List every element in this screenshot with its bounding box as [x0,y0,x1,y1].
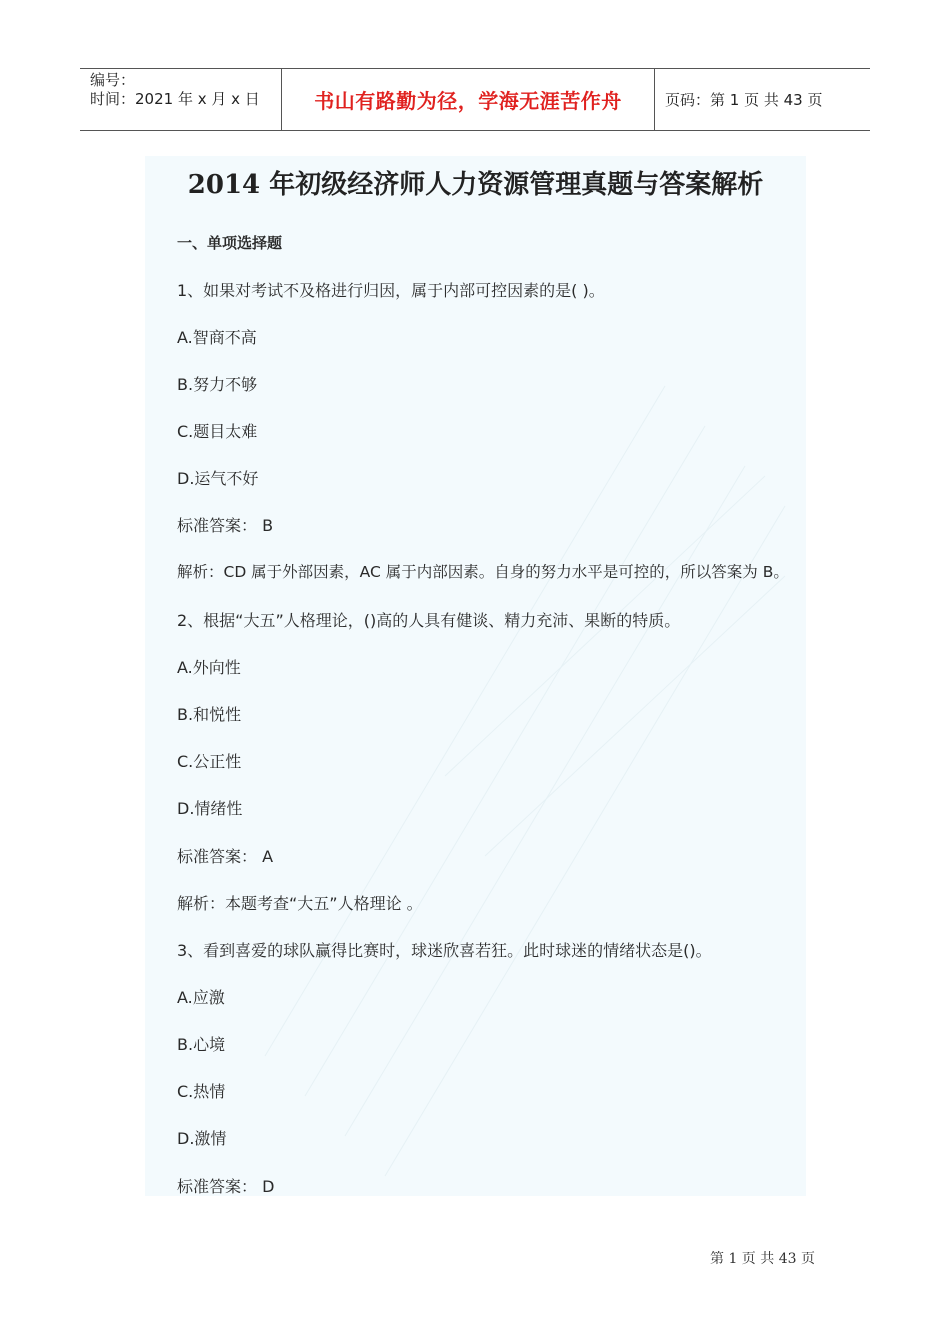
question-3-option-c: C.热情 [177,1082,226,1101]
question-1-option-c: C.题目太难 [177,422,258,441]
question-2-option-a: A.外向性 [177,658,241,677]
header-motto-cell [282,69,655,130]
document-header [80,68,870,131]
question-1-option-d: D.运气不好 [177,469,259,488]
question-1-stem: 1、如果对考试不及格进行归因，属于内部可控因素的是( )。 [177,281,605,300]
header-meta [80,69,282,130]
header-page-number: 页码：第 1 页 共 43 页 [665,91,823,109]
question-1-option-b: B.努力不够 [177,375,258,394]
question-2-option-b: B.和悦性 [177,705,242,724]
watermark-pattern [145,156,806,1196]
question-2-option-d: D.情绪性 [177,799,243,818]
question-2-explanation: 解析：本题考查“大五”人格理论 。 [177,894,423,913]
document-number-label: 编号： [90,71,136,89]
question-3-answer: 标准答案： D [177,1177,275,1196]
header-page-cell [655,69,870,130]
document-date-label: 时间：2021 年 x 月 x 日 [90,90,260,108]
document-body [145,156,806,1196]
question-2-stem: 2、根据“大五”人格理论，()高的人具有健谈、精力充沛、果断的特质。 [177,611,681,630]
question-2-answer: 标准答案： A [177,847,274,866]
question-2-option-c: C.公正性 [177,752,242,771]
header-motto: 书山有路勤为径，学海无涯苦作舟 [314,89,622,113]
question-1-explanation: 解析：CD 属于外部因素，AC 属于内部因素。自身的努力水平是可控的，所以答案为 B。 [177,563,789,581]
question-1-answer: 标准答案： B [177,516,274,535]
question-3-stem: 3、看到喜爱的球队赢得比赛时，球迷欣喜若狂。此时球迷的情绪状态是()。 [177,941,712,960]
page-footer: 第 1 页 共 43 页 [710,1251,815,1267]
section-heading: 一、单项选择题 [177,234,283,252]
question-3-option-b: B.心境 [177,1035,226,1054]
document-title: 2014 年初级经济师人力资源管理真题与答案解析 [187,170,764,200]
question-3-option-d: D.激情 [177,1129,227,1148]
question-3-option-a: A.应激 [177,988,225,1007]
question-1-option-a: A.智商不高 [177,328,257,347]
